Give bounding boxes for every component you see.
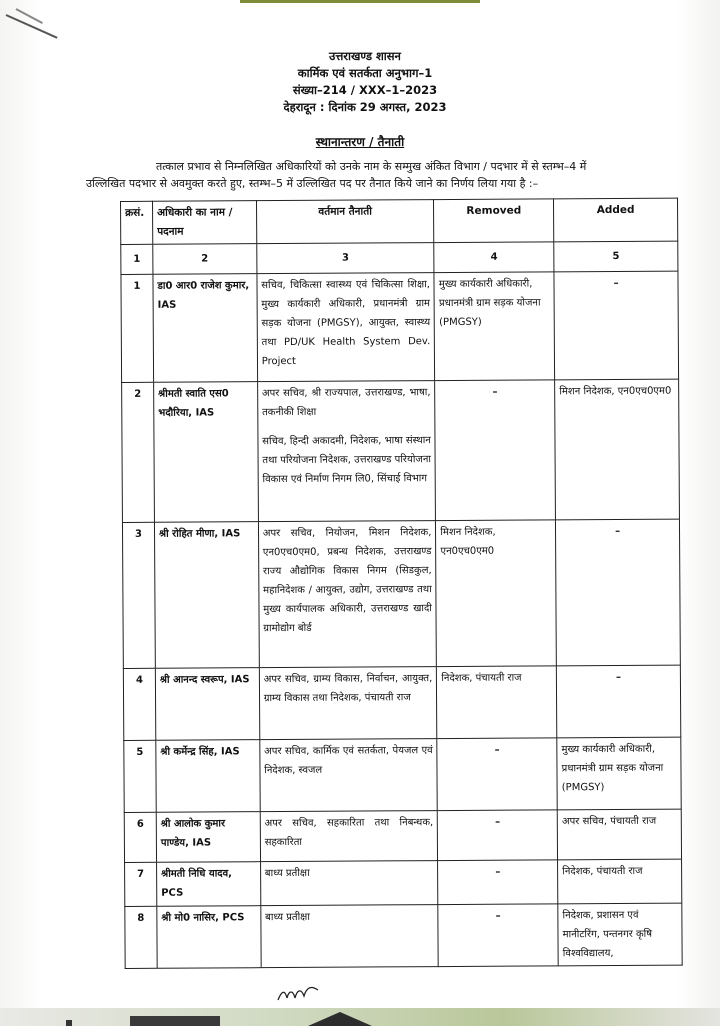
removed-charge	[438, 860, 558, 905]
row-serial: 3	[122, 522, 155, 668]
section-name: कार्मिक एवं सतर्कता अनुभाग–1	[297, 66, 433, 80]
transfer-table	[120, 198, 683, 969]
current-posting: अपर सचिव, ग्राम्य विकास, निर्वाचन, आयुक्त, ग्राम्य विकास तथा निदेशक, पंचायती राज	[259, 667, 437, 740]
header-officer-name: अधिकारी का नाम / पदनाम	[152, 201, 256, 245]
subject-line: स्थानान्तरण / तैनाती	[315, 135, 405, 149]
added-value: –	[613, 277, 619, 289]
added-value: –	[615, 671, 622, 683]
handwritten-initials	[276, 982, 336, 1002]
officer-name: श्री आनन्द स्वरूप, IAS	[155, 668, 259, 741]
header-serial: क्रसं.	[121, 201, 153, 244]
current-posting: बाध्य प्रतीक्षा	[261, 905, 439, 968]
removed-value: –	[495, 816, 501, 828]
removed-charge	[435, 380, 556, 521]
govt-name: उत्तराखण्ड शासन	[329, 49, 401, 63]
current-posting	[257, 381, 435, 522]
table-row	[121, 271, 679, 382]
row-serial: 2	[122, 382, 155, 522]
col-num: 4	[434, 242, 554, 273]
added-value: –	[615, 525, 621, 537]
letter-header	[200, 48, 530, 116]
removed-charge	[438, 810, 558, 861]
row-serial: 5	[124, 740, 156, 812]
added-charge	[554, 271, 678, 380]
officer-name: श्री कर्मेन्द्र सिंह, IAS	[156, 740, 260, 813]
current-posting-extra: सचिव, हिन्दी अकादमी, निदेशक, भाषा संस्थान तथा परियोजना निदेशक, उत्तराखण्ड परियोजना विकास एवं निर्माण निगम लि0, सिंचाई विभाग	[262, 435, 431, 486]
current-posting-main: अपर सचिव, श्री राज्यपाल, उत्तराखण्ड, भाषा, तकनीकी शिक्षा	[261, 387, 431, 419]
col-num: 3	[257, 243, 435, 274]
current-posting: अपर सचिव, नियोजन, मिशन निदेशक, एन0एच0एम0, प्रबन्ध निदेशक, उत्तराखण्ड राज्य औद्योगिक विकास निगम (सिडकुल, महानिदेशक / आयुक्त, उद्योग, उत्तराखण्ड तथा मुख्य कार्यपालक अधिकारी, उत्तराखण्ड खादी ग्रामोद्योग बोर्ड	[258, 521, 436, 668]
row-serial: 8	[125, 906, 157, 968]
removed-value: –	[495, 910, 501, 922]
table-row	[125, 859, 682, 906]
table-row	[122, 519, 680, 668]
added-charge: मुख्य कार्यकारी अधिकारी, प्रधानमंत्री ग्राम सड़क योजना (PMGSY)	[557, 737, 681, 810]
table-row	[125, 903, 682, 968]
current-posting: अपर सचिव, सहकारिता तथा निबन्धक, सहकारिता	[260, 811, 438, 862]
table-row	[124, 809, 681, 862]
removed-value: –	[494, 744, 500, 756]
header-added: Added	[554, 198, 678, 242]
current-posting: सचिव, चिकित्सा स्वास्थ्य एवं चिकित्सा शिक्षा, मुख्य कार्यकारी अधिकारी, प्रधानमंत्री ग्राम सड़क योजना (PMGSY), आयुक्त, स्वास्थ्य तथा PD/UK Health System Dev. Project	[257, 273, 435, 382]
removed-value: –	[492, 386, 498, 398]
officer-name: श्रीमती स्वाति एस0 भदौरिया, IAS	[154, 382, 259, 523]
top-edge-strip	[240, 0, 480, 3]
added-charge	[557, 665, 681, 738]
row-serial: 6	[124, 812, 156, 862]
added-charge: अपर सचिव, पंचायती राज	[557, 809, 681, 860]
edge-mark	[130, 1016, 220, 1026]
row-serial: 7	[125, 862, 157, 906]
officer-name: श्री रोहित मीणा, IAS	[154, 522, 259, 669]
table-row	[124, 737, 681, 812]
removed-charge	[438, 904, 558, 967]
officer-name: श्री आलोक कुमार पाण्डेय, IAS	[156, 812, 260, 863]
current-posting: अपर सचिव, कार्मिक एवं सतर्कता, पेयजल एवं निदेशक, स्वजल	[260, 739, 438, 812]
intro-paragraph	[86, 158, 686, 192]
removed-charge: मुख्य कार्यकारी अधिकारी, प्रधानमंत्री ग्राम सड़क योजना (PMGSY)	[434, 272, 554, 381]
col-num: 1	[121, 244, 153, 274]
row-serial: 4	[123, 668, 155, 740]
column-number-row	[121, 241, 678, 274]
added-charge: मिशन निदेशक, एन0एच0एम0	[555, 379, 680, 520]
officer-name: श्रीमती निधि यादव, PCS	[157, 862, 261, 907]
order-number: संख्या–214 / XXX–1–2023	[292, 83, 438, 97]
removed-value: –	[495, 866, 501, 878]
col-num: 2	[153, 244, 257, 275]
edge-mark	[300, 1012, 380, 1026]
order-date: देहरादून : दिनांक 29 अगस्त, 2023	[283, 100, 447, 114]
added-charge	[556, 519, 681, 666]
table-row	[123, 665, 680, 740]
added-charge: निदेशक, पंचायती राज	[558, 859, 682, 904]
bottom-edge-strip	[0, 1008, 720, 1026]
edge-mark	[66, 1020, 72, 1026]
current-posting: बाध्य प्रतीक्षा	[260, 861, 438, 906]
intro-line-2: उल्लिखित पदभार से अवमुक्त करते हुए, स्तम्भ–5 में उल्लिखित पद पर तैनात किये जाने का निर्णय लिया गया है :–	[86, 177, 539, 190]
officer-name: डा0 आर0 राजेश कुमार, IAS	[153, 274, 257, 383]
header-removed: Removed	[434, 199, 554, 243]
removed-charge: निदेशक, पंचायती राज	[437, 666, 557, 739]
header-current-posting: वर्तमान तैनाती	[256, 200, 434, 244]
col-num: 5	[554, 241, 678, 272]
row-serial: 1	[121, 274, 154, 382]
removed-charge	[437, 738, 557, 811]
removed-charge: मिशन निदेशक, एन0एच0एम0	[436, 520, 557, 667]
table-row	[122, 379, 680, 522]
officer-name: श्री मो0 नासिर, PCS	[157, 906, 261, 969]
intro-line-1: तत्काल प्रभाव से निम्नलिखित अधिकारियों को उनके नाम के सम्मुख अंकित विभाग / पदभार में से स्तम्भ–4 में	[156, 160, 587, 173]
added-charge: निदेशक, प्रशासन एवं मानीटरिंग, पन्तनगर कृषि विश्वविद्यालय,	[558, 903, 682, 966]
table-header-row	[121, 198, 678, 244]
